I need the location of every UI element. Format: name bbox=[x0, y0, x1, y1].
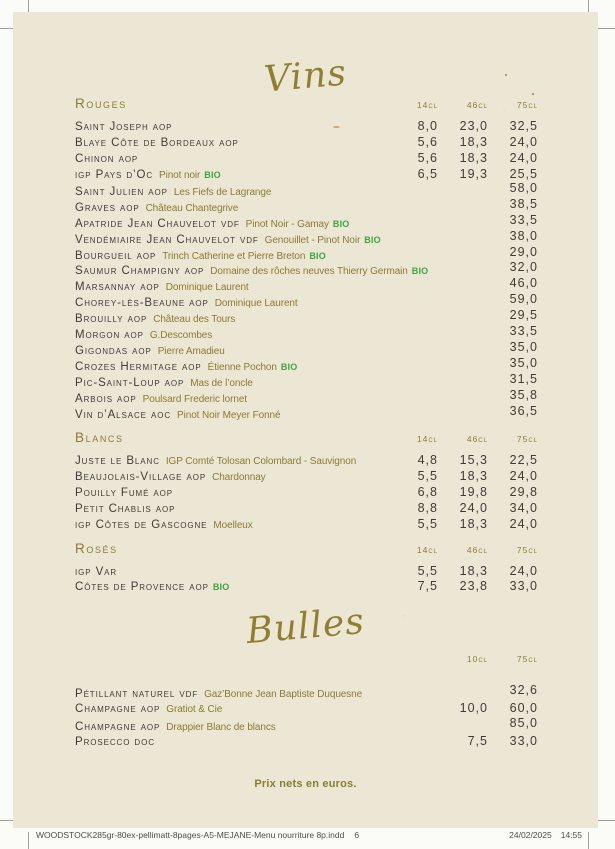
column-headers bbox=[388, 100, 538, 110]
section-heading: Rosés bbox=[75, 540, 118, 556]
price-cell bbox=[438, 276, 488, 290]
wine-description: Les Fiefs de Lagrange bbox=[173, 186, 272, 198]
menu-section bbox=[75, 654, 538, 749]
section-rows bbox=[75, 683, 538, 749]
paper-speck bbox=[532, 93, 534, 95]
menu-item-label bbox=[75, 699, 388, 717]
menu-item-row bbox=[75, 451, 538, 467]
menu-item-row bbox=[75, 515, 538, 531]
menu-item-row bbox=[75, 117, 538, 133]
price-cell: 5,5 bbox=[417, 563, 438, 578]
menu-item-row bbox=[75, 276, 538, 292]
price-cell: 35,0 bbox=[509, 340, 538, 355]
price-cell bbox=[438, 197, 488, 211]
price-cell: 46,0 bbox=[509, 276, 538, 291]
print-date: 24/02/2025 bbox=[509, 830, 552, 840]
column-header: 14cl bbox=[416, 100, 438, 110]
price-cells bbox=[388, 260, 538, 277]
price-cell: 32,6 bbox=[509, 683, 538, 697]
price-cell: 5,6 bbox=[417, 150, 438, 165]
price-cell: 18,3 bbox=[459, 563, 488, 578]
price-cell: 8,0 bbox=[417, 119, 438, 133]
wine-name: Vendémiaire Jean Chauvelot vdf bbox=[75, 233, 259, 246]
section-rows bbox=[75, 562, 538, 594]
price-cell bbox=[388, 245, 438, 259]
price-cell: 18,3 bbox=[459, 134, 488, 149]
bulles-section bbox=[75, 654, 538, 759]
column-header: 75cl bbox=[516, 100, 538, 110]
bio-badge: BIO bbox=[212, 582, 230, 593]
wine-name: Marsannay aop bbox=[75, 281, 160, 294]
menu-item-row bbox=[75, 308, 538, 324]
price-cell: 7,5 bbox=[417, 579, 438, 594]
menu-item-row bbox=[75, 292, 538, 308]
price-cell bbox=[388, 372, 438, 386]
price-cells bbox=[388, 340, 538, 354]
wine-description: Pierre Amadieu bbox=[157, 346, 225, 358]
wine-description: Chardonnay bbox=[212, 471, 266, 483]
wine-name: Crozes Hermitage aop bbox=[75, 361, 202, 374]
menu-item-row bbox=[75, 732, 538, 748]
price-cells bbox=[388, 372, 538, 386]
price-cell: 33,0 bbox=[509, 734, 538, 749]
price-cell bbox=[388, 213, 438, 227]
crop-mark-bottom-left-v bbox=[28, 832, 29, 849]
bio-badge: BIO bbox=[280, 362, 298, 373]
price-cells bbox=[388, 517, 538, 531]
wine-description: Gaz’Bonne Jean Baptiste Duquesne bbox=[204, 689, 363, 700]
wine-name: Morgon aop bbox=[75, 329, 144, 342]
wine-name: Saint Joseph aop bbox=[75, 121, 173, 133]
price-cell: 23,8 bbox=[459, 579, 488, 594]
price-cell bbox=[438, 260, 488, 274]
wine-description: Dominique Laurent bbox=[165, 282, 249, 294]
column-header: 75cl bbox=[516, 544, 538, 555]
wine-name: Chinon aop bbox=[75, 152, 139, 165]
menu-item-row bbox=[75, 499, 538, 515]
wine-description: Trinch Catherine et Pierre Breton bbox=[162, 250, 306, 262]
price-cell bbox=[438, 308, 488, 322]
price-cell: 23,0 bbox=[459, 119, 488, 133]
menu-item-row bbox=[75, 245, 538, 261]
price-cell bbox=[388, 292, 438, 306]
price-cell: 31,5 bbox=[509, 372, 538, 386]
wine-name: Champagne aop bbox=[75, 720, 161, 733]
menu-item-row bbox=[75, 197, 538, 213]
bulles-title: Bulles bbox=[244, 600, 367, 653]
wine-name: Juste le Blanc bbox=[75, 454, 160, 467]
price-cell bbox=[388, 308, 438, 322]
price-cell: 35,8 bbox=[509, 387, 538, 402]
wine-sections bbox=[75, 96, 538, 603]
menu-item-row bbox=[75, 372, 538, 388]
wine-name: Apatride Jean Chauvelot vdf bbox=[75, 217, 240, 230]
wine-name: Brouilly aop bbox=[75, 313, 148, 326]
wine-name: Prosecco doc bbox=[75, 736, 155, 749]
price-cell: 85,0 bbox=[509, 715, 538, 730]
print-time: 14:55 bbox=[560, 830, 582, 840]
menu-item-row bbox=[75, 699, 538, 715]
price-cell bbox=[438, 181, 488, 195]
price-cells bbox=[388, 181, 538, 195]
menu-section bbox=[75, 430, 538, 531]
menu-item-row bbox=[75, 404, 538, 420]
print-footer-right bbox=[509, 830, 582, 840]
price-cells bbox=[388, 292, 538, 306]
price-cell: 24,0 bbox=[509, 563, 538, 578]
wine-description: Genouillet - Pinot Noir bbox=[264, 234, 361, 246]
price-cell: 32,5 bbox=[509, 119, 538, 133]
price-cell: 29,5 bbox=[509, 308, 538, 323]
price-cell bbox=[388, 181, 438, 195]
section-header bbox=[75, 541, 538, 561]
price-cells bbox=[388, 404, 538, 418]
print-filename: WOODSTOCK285gr-80ex-pellimatt-8pages-A5-MEJANE-Menu nourriture 8p.indd bbox=[36, 830, 345, 840]
wine-name: Saumur Champigny aop bbox=[75, 265, 205, 278]
wine-description: Pinot Noir Meyer Fonné bbox=[177, 409, 281, 421]
column-header: 46cl bbox=[466, 100, 488, 110]
menu-item-row bbox=[75, 356, 538, 372]
menu-item-label bbox=[75, 732, 388, 750]
price-cell bbox=[438, 716, 488, 730]
price-cells bbox=[388, 135, 538, 149]
price-cell: 8,8 bbox=[417, 500, 438, 515]
price-cells bbox=[388, 683, 538, 697]
wine-name: Saint Julien aop bbox=[75, 185, 168, 198]
menu-item-row bbox=[75, 229, 538, 245]
wine-name: Pétillant naturel vdf bbox=[75, 688, 199, 700]
price-cell: 38,0 bbox=[509, 228, 538, 243]
price-cell: 29,8 bbox=[509, 484, 538, 499]
price-cell: 19,3 bbox=[459, 166, 488, 181]
print-page-number: 6 bbox=[354, 830, 360, 840]
price-cell: 5,6 bbox=[417, 134, 438, 149]
price-cell: 18,3 bbox=[459, 150, 488, 165]
price-cell: 33,5 bbox=[509, 324, 538, 339]
bio-badge: BIO bbox=[332, 218, 350, 229]
wine-description: Poulsard Frederic lornet bbox=[142, 393, 247, 405]
price-cell: 59,0 bbox=[509, 292, 538, 307]
menu-item-row bbox=[75, 683, 538, 699]
price-cell: 5,5 bbox=[417, 468, 438, 483]
price-cell: 29,0 bbox=[509, 244, 538, 259]
wine-name: Chorey-lès-Beaune aop bbox=[75, 297, 209, 310]
wine-description: Gratiot & Cie bbox=[166, 704, 223, 716]
wine-description: Dominique Laurent bbox=[214, 298, 298, 310]
price-cell bbox=[388, 356, 438, 370]
crop-mark-bottom-right-h bbox=[598, 820, 615, 821]
wine-name: Côtes de Provence aop bbox=[75, 581, 209, 594]
price-note: Prix nets en euros. bbox=[254, 778, 357, 790]
price-cells bbox=[388, 734, 538, 748]
menu-item-row bbox=[75, 340, 538, 356]
price-cell: 35,0 bbox=[509, 356, 538, 371]
menu-item-row bbox=[75, 562, 538, 578]
section-rows bbox=[75, 117, 538, 420]
column-header: 46cl bbox=[466, 433, 488, 444]
price-cell: 22,5 bbox=[509, 452, 538, 467]
price-cell bbox=[438, 683, 488, 697]
section-heading: Rouges bbox=[75, 96, 127, 111]
bio-badge: BIO bbox=[309, 250, 326, 261]
wine-name: igp Pays d’Oc bbox=[75, 168, 154, 181]
price-cell: 24,0 bbox=[459, 500, 488, 515]
price-cell: 15,3 bbox=[459, 452, 488, 467]
menu-item-label bbox=[75, 515, 388, 533]
price-cell: 24,0 bbox=[509, 150, 538, 165]
price-cells bbox=[388, 453, 538, 467]
price-cells bbox=[388, 716, 538, 730]
wine-description: Pinot noir bbox=[159, 169, 201, 181]
price-cells bbox=[388, 356, 538, 370]
wine-description: G.Descombes bbox=[149, 330, 213, 342]
price-cells bbox=[388, 167, 538, 181]
price-cell: 19,8 bbox=[459, 484, 488, 499]
wine-name: Petit Chablis aop bbox=[75, 502, 176, 515]
price-cell bbox=[438, 213, 488, 227]
column-headers bbox=[388, 545, 538, 555]
price-cell: 36,5 bbox=[509, 403, 538, 418]
wine-name: Beaujolais-Village aop bbox=[75, 470, 207, 483]
price-cell: 18,3 bbox=[459, 516, 488, 531]
menu-section bbox=[75, 96, 538, 420]
print-footer-left bbox=[36, 830, 359, 840]
price-cells bbox=[388, 151, 538, 165]
column-header: 14cl bbox=[416, 433, 438, 444]
section-header bbox=[75, 430, 538, 450]
price-cell: 33,5 bbox=[509, 212, 538, 227]
section-header bbox=[75, 654, 538, 674]
wine-name: Pic-Saint-Loup aop bbox=[75, 377, 185, 389]
price-cells bbox=[388, 197, 538, 211]
price-cells bbox=[388, 276, 538, 290]
price-cell bbox=[438, 292, 488, 306]
menu-item-label bbox=[75, 577, 388, 595]
crop-mark-bottom-right-v bbox=[588, 832, 589, 849]
column-headers bbox=[388, 434, 538, 444]
menu-item-row bbox=[75, 213, 538, 229]
price-cell: 24,0 bbox=[509, 468, 538, 483]
price-cell: 24,0 bbox=[509, 134, 538, 149]
menu-item-row bbox=[75, 149, 538, 165]
price-cell: 24,0 bbox=[509, 516, 538, 531]
price-cells bbox=[388, 308, 538, 322]
column-header: 46cl bbox=[466, 544, 488, 555]
price-cell bbox=[388, 404, 438, 418]
bio-badge: BIO bbox=[364, 234, 381, 245]
price-cells bbox=[388, 501, 538, 515]
column-header: 10cl bbox=[466, 654, 488, 664]
price-cell bbox=[438, 229, 488, 243]
price-cells bbox=[388, 388, 538, 402]
wine-name: igp Var bbox=[75, 565, 118, 578]
menu-item-label bbox=[75, 405, 388, 423]
wine-name: Champagne aop bbox=[75, 703, 161, 716]
price-cell: 5,5 bbox=[417, 516, 438, 531]
menu-item-row bbox=[75, 165, 538, 181]
price-cell bbox=[388, 197, 438, 211]
wine-description: Pinot Noir - Gamay bbox=[245, 218, 329, 230]
menu-item-row bbox=[75, 483, 538, 499]
price-cells bbox=[388, 213, 538, 227]
wine-description: Domaine des rôches neuves Thierry Germain bbox=[210, 266, 408, 278]
column-headers bbox=[388, 654, 538, 664]
bio-badge: BIO bbox=[411, 266, 429, 277]
price-cells bbox=[388, 469, 538, 483]
column-header: 14cl bbox=[416, 544, 438, 555]
menu-item-label bbox=[75, 165, 388, 183]
wine-description: Château Chantegrive bbox=[145, 202, 239, 214]
price-cell: 4,8 bbox=[417, 452, 438, 467]
wine-description: Drappier Blanc de blancs bbox=[166, 721, 276, 733]
menu-page bbox=[13, 12, 598, 828]
wine-description: Château des Tours bbox=[153, 314, 236, 326]
price-cell bbox=[438, 404, 488, 418]
price-cell bbox=[388, 324, 438, 338]
price-cell bbox=[438, 388, 488, 402]
price-cell bbox=[438, 372, 488, 386]
wine-name: igp Côtes de Gascogne bbox=[75, 518, 208, 531]
price-cell bbox=[388, 260, 438, 277]
price-cell bbox=[388, 276, 438, 290]
column-header: 75cl bbox=[516, 654, 538, 664]
menu-item-row bbox=[75, 716, 538, 732]
wine-name: Bourgueil aop bbox=[75, 249, 157, 262]
price-cells bbox=[388, 324, 538, 338]
wine-description: Moelleux bbox=[213, 519, 253, 531]
price-cell: 32,0 bbox=[509, 260, 538, 275]
price-cell: 6,8 bbox=[417, 484, 438, 499]
price-cell: 10,0 bbox=[459, 701, 488, 716]
section-header bbox=[75, 96, 538, 116]
menu-section bbox=[75, 541, 538, 594]
price-cells bbox=[388, 701, 538, 715]
price-cell: 38,5 bbox=[509, 196, 538, 211]
price-cell bbox=[388, 340, 438, 354]
price-cell bbox=[438, 324, 488, 338]
price-cell: 58,0 bbox=[509, 180, 538, 195]
wine-description: Mas de l’oncle bbox=[190, 378, 253, 389]
section-heading: Blancs bbox=[75, 429, 124, 445]
price-cell bbox=[438, 356, 488, 370]
column-header: 75cl bbox=[516, 433, 538, 444]
menu-item-row bbox=[75, 260, 538, 276]
price-cell bbox=[438, 245, 488, 259]
price-cell: 7,5 bbox=[467, 734, 488, 749]
section-rows bbox=[75, 451, 538, 531]
wine-name: Arbois aop bbox=[75, 392, 137, 405]
menu-item-row bbox=[75, 467, 538, 483]
price-cells bbox=[388, 564, 538, 578]
price-cell: 60,0 bbox=[509, 701, 538, 716]
price-cells bbox=[388, 119, 538, 133]
wine-name: Vin d’Alsace aoc bbox=[75, 408, 172, 421]
wine-name: Gigondas aop bbox=[75, 345, 152, 358]
price-cell bbox=[388, 388, 438, 402]
price-cell bbox=[438, 340, 488, 354]
wine-name: Graves aop bbox=[75, 201, 140, 214]
price-cell: 33,0 bbox=[509, 579, 538, 594]
wine-description: Étienne Pochon bbox=[207, 362, 277, 374]
menu-item-row bbox=[75, 324, 538, 340]
menu-item-row bbox=[75, 133, 538, 149]
bio-badge: BIO bbox=[204, 169, 221, 180]
wine-name: Blaye Côte de Bordeaux aop bbox=[75, 136, 239, 149]
price-cell: 18,3 bbox=[459, 468, 488, 483]
price-cell: 34,0 bbox=[509, 500, 538, 515]
price-cells bbox=[388, 485, 538, 499]
price-cell bbox=[388, 229, 438, 243]
price-cells bbox=[388, 229, 538, 243]
price-cell: 25,5 bbox=[509, 166, 538, 181]
price-cells bbox=[388, 245, 538, 259]
menu-item-row bbox=[75, 181, 538, 197]
vins-title: Vins bbox=[262, 52, 349, 101]
crop-mark-top-right-h bbox=[598, 28, 615, 29]
price-cell: 6,5 bbox=[417, 166, 438, 181]
menu-item-row bbox=[75, 388, 538, 404]
wine-name: Pouilly Fumé aop bbox=[75, 486, 174, 499]
wine-description: IGP Comté Tolosan Colombard - Sauvignon bbox=[165, 455, 357, 467]
